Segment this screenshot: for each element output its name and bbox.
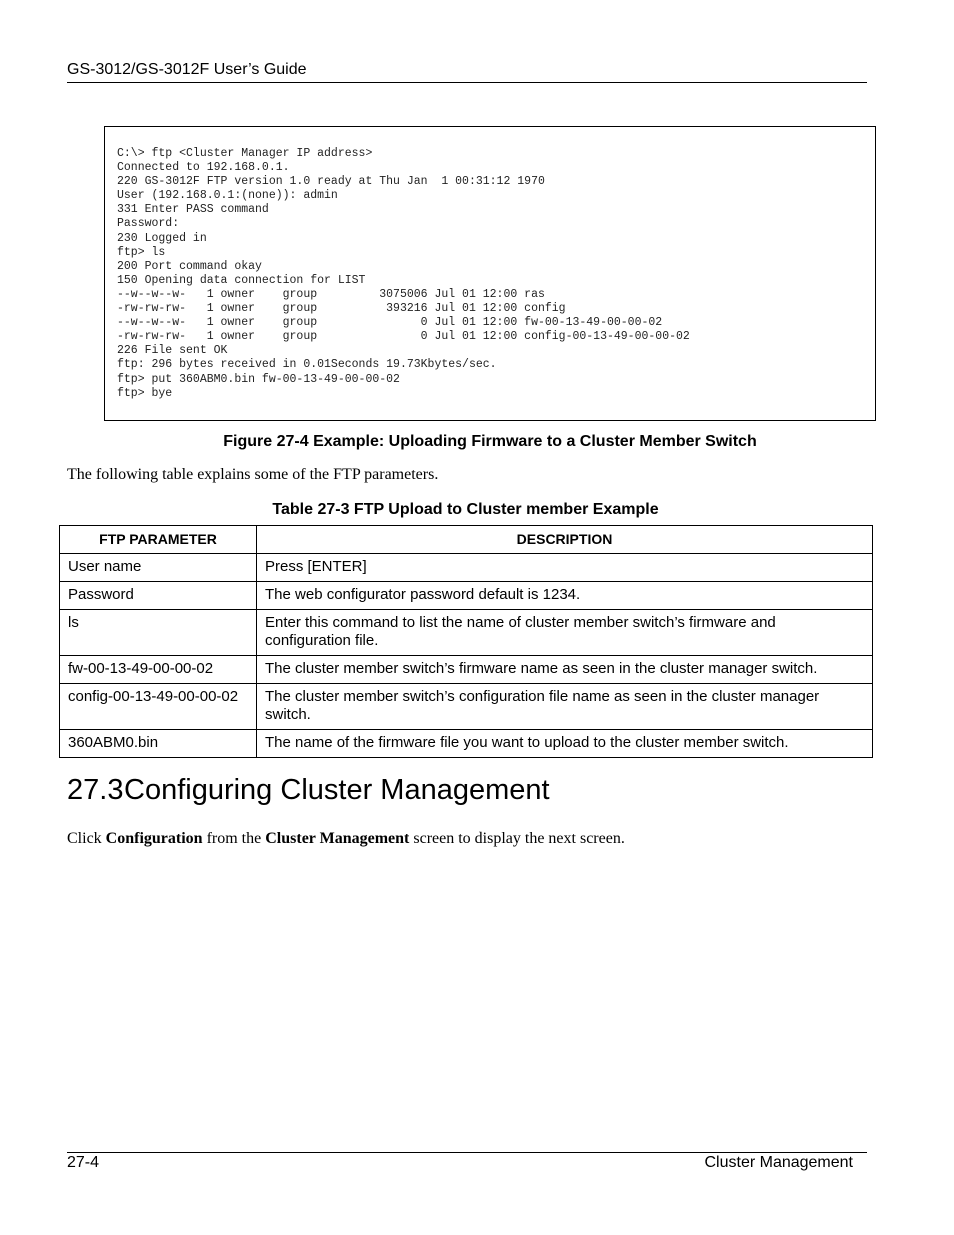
code-line: C:\> ftp <Cluster Manager IP address> [117,147,373,160]
table-caption: Table 27-3 FTP Upload to Cluster member Example [272,501,659,518]
code-line: -rw-rw-rw- 1 owner group 0 Jul 01 12:00 config-00-13-49-00-00-02 [117,330,690,344]
code-line: --w--w--w- 1 owner group 0 Jul 01 12:00 fw-00-13-49-00-00-02 [117,316,663,330]
intro-paragraph: The following table explains some of the FTP parameters. [67,466,439,483]
table-row [60,684,873,730]
table-row [60,582,873,610]
table-row [60,554,873,582]
code-line: 331 Enter PASS command [117,203,269,217]
ftp-parameters-table [59,525,873,758]
figure-caption: Figure 27-4 Example: Uploading Firmware to a Cluster Member Switch [223,433,757,450]
code-line: 150 Opening data connection for LIST [117,273,366,287]
parameter-cell: Password [60,582,257,610]
code-line: 226 File sent OK [117,344,228,358]
description-cell: Enter this command to list the name of cluster member switch’s firmware and configuration file. [257,610,873,656]
column-header-description: DESCRIPTION [257,526,873,554]
description-cell: The cluster member switch’s configuration file name as seen in the cluster manager switch. [257,684,873,730]
section-title: Configuring Cluster Management [124,774,550,806]
section-number: 27.3 [67,774,124,806]
table-row [60,610,873,656]
code-line: 200 Port command okay [117,259,262,273]
parameter-cell: 360ABM0.bin [60,730,257,758]
page-number: 27-4 [67,1154,100,1171]
instruction-text: screen to display the next screen. [409,830,625,847]
code-line: ftp> ls [117,245,166,259]
table-row [60,656,873,684]
instruction-paragraph [67,829,625,849]
instruction-text: Click [67,830,106,847]
code-line: ftp: 296 bytes received in 0.01Seconds 19.73Kbytes/sec. [117,358,497,372]
code-line: --w--w--w- 1 owner group 3075006 Jul 01 12:00 ras [117,287,545,301]
configuration-term: Configuration [105,830,203,847]
parameter-cell: config-00-13-49-00-00-02 [60,684,257,730]
code-line: 230 Logged in [117,231,207,245]
description-cell: The name of the firmware file you want to upload to the cluster member switch. [257,730,873,758]
chapter-name: Cluster Management [704,1154,853,1171]
header-divider [67,82,867,83]
section-heading [67,770,550,810]
code-lines [117,147,690,401]
description-cell: Press [ENTER] [257,554,873,582]
ftp-session-code-block [104,126,876,421]
page-header-title: GS-3012/GS-3012F User’s Guide [67,61,307,78]
parameter-cell: ls [60,610,257,656]
code-line: User (192.168.0.1:(none)): admin [117,189,338,203]
description-cell: The web configurator password default is 1234. [257,582,873,610]
table-header-row [60,526,873,554]
cluster-management-term: Cluster Management [265,830,410,847]
column-header-parameter: FTP PARAMETER [60,526,257,554]
description-cell: The cluster member switch’s firmware name as seen in the cluster manager switch. [257,656,873,684]
code-line: ftp> bye [117,386,173,400]
code-line: -rw-rw-rw- 1 owner group 393216 Jul 01 12:00 config [117,302,566,316]
table-row [60,730,873,758]
parameter-cell: User name [60,554,257,582]
code-line: 220 GS-3012F FTP version 1.0 ready at Thu Jan 1 00:31:12 1970 [117,175,545,189]
code-line: ftp> put 360ABM0.bin fw-00-13-49-00-00-02 [117,372,400,386]
parameter-cell: fw-00-13-49-00-00-02 [60,656,257,684]
code-line: Password: [117,217,180,231]
instruction-text: from the [202,830,266,847]
code-line: Connected to 192.168.0.1. [117,161,290,175]
